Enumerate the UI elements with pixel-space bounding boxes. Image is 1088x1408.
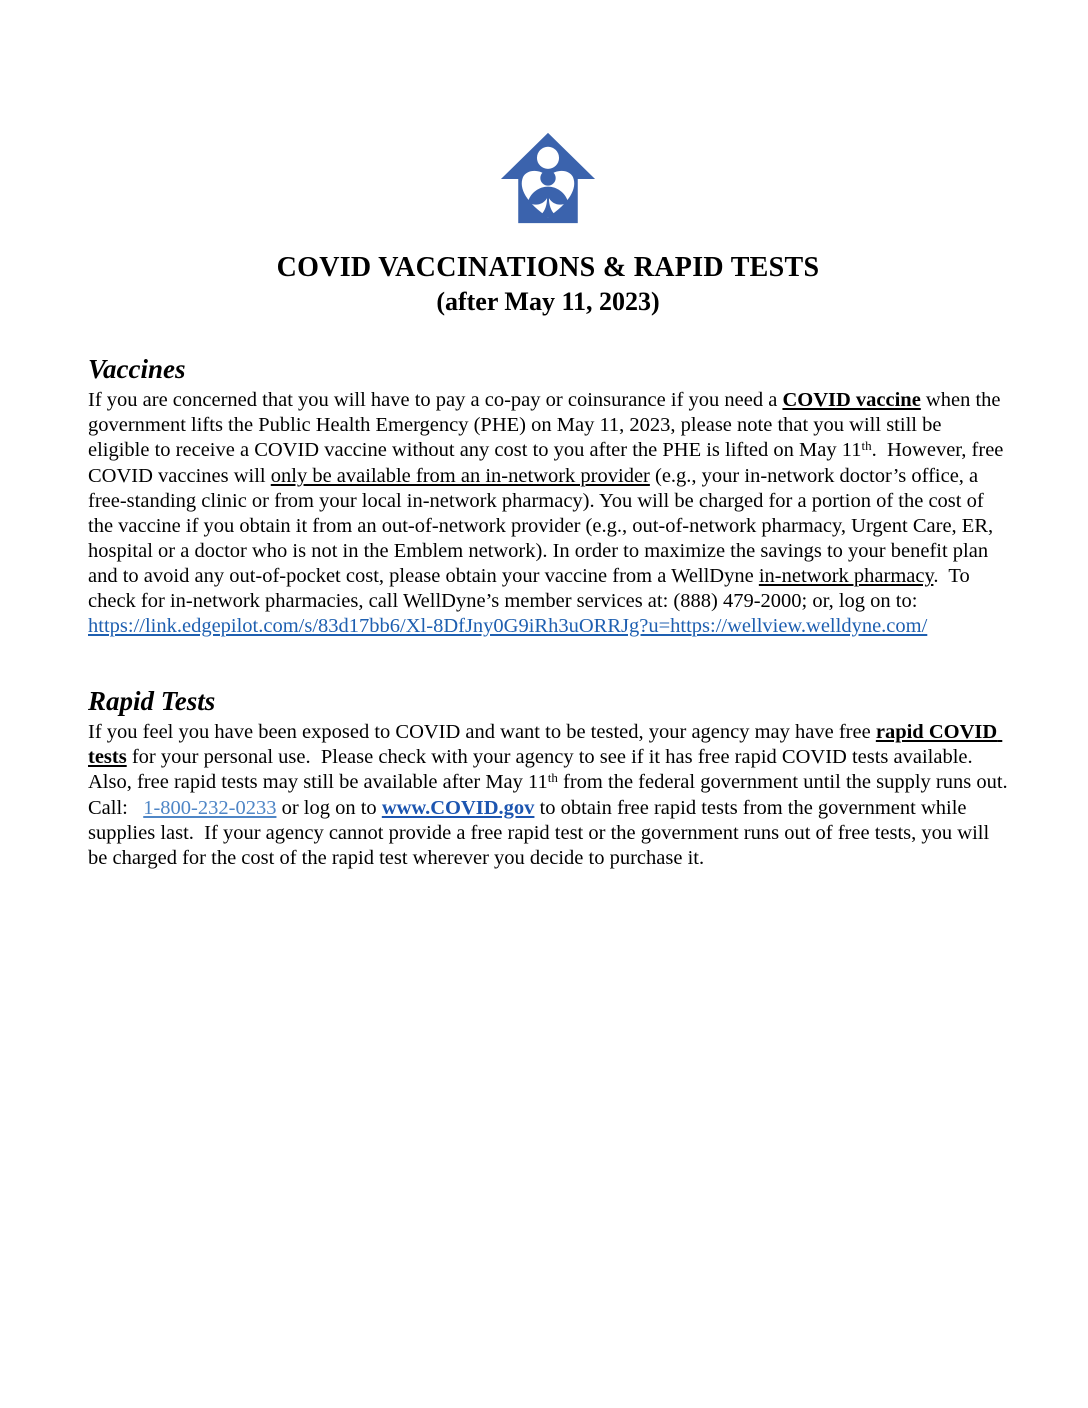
text-run: COVID vaccine bbox=[782, 389, 921, 411]
rapid-tests-paragraph bbox=[88, 720, 1018, 871]
section-vaccines bbox=[88, 353, 1008, 639]
vaccines-heading: Vaccines bbox=[88, 354, 186, 384]
section-rapid-tests bbox=[88, 685, 1018, 871]
text-run: If you are concerned that you will have to pay a co-pay or coinsurance if you need a bbox=[88, 389, 783, 411]
text-run: . To check for in-network pharmacies, call WellDyne’s member services at: (888) 479-2000; or, log on to: bbox=[88, 565, 975, 612]
phone-number-link[interactable]: 1-800-232-0233 bbox=[143, 797, 277, 819]
text-run: when the government lifts the Public Health Emergency (PHE) on May 11, 2023, please note that you will still be eligible to receive a COVID vaccine without any cost to you after the PHE is lifted on May 11 bbox=[88, 389, 1006, 461]
edgepilot-welldyne-link[interactable]: https://link.edgepilot.com/s/83d17bb6/Xl-8DfJny0G9iRh3uORRJg?u=https://wellview.welldyne.com/ bbox=[88, 615, 928, 637]
text-run: th bbox=[861, 438, 872, 454]
parent-head-shape bbox=[537, 147, 559, 169]
text-run: to obtain free rapid tests from the government while supplies last. If your agency cannot provide a free rapid test or the government runs out of free tests, you will be charged for the cost of the rapid test wherever you decide to purchase it. bbox=[88, 797, 995, 869]
text-run: (e.g., your in-network doctor’s office, a free-standing clinic or from your local in-network pharmacy). You will be charged for a portion of the cost of the vaccine if you obtain it from an out-of-network provider (e.g., out-of-network pharmacy, Urgent Care, ER, hospital or a doctor who is not in the Emblem network). In order to maximize the savings to your benefit plan and to avoid any out-of-pocket cost, please obtain your vaccine from a WellDyne bbox=[88, 465, 999, 587]
rapid-tests-heading: Rapid Tests bbox=[88, 686, 216, 716]
document-title: COVID VACCINATIONS & RAPID TESTS bbox=[276, 252, 820, 283]
text-run: only be available from an in-network provider bbox=[270, 465, 650, 487]
text-run: If you feel you have been exposed to COVID and want to be tested, your agency may have free bbox=[88, 721, 876, 743]
text-run: th bbox=[547, 770, 558, 786]
text-run: . However, free COVID vaccines will bbox=[88, 439, 1009, 487]
vaccines-paragraph bbox=[88, 388, 1008, 639]
text-run: from the federal government until the supply runs out. Call: bbox=[88, 771, 1018, 819]
text-run: for your personal use. Please check with your agency to see if it has free rapid COVID tests available. Also, free rapid tests may still be available after May 11 bbox=[88, 746, 982, 793]
text-run: rapid COVID tests bbox=[88, 721, 1003, 768]
covid-gov-link[interactable]: www.COVID.gov bbox=[381, 797, 535, 819]
child-head-shape bbox=[540, 170, 555, 185]
house-family-logo-icon bbox=[495, 130, 601, 226]
document-subtitle: (after May 11, 2023) bbox=[436, 287, 660, 316]
text-run: in-network pharmacy bbox=[758, 565, 934, 587]
text-run: or log on to bbox=[276, 797, 382, 819]
